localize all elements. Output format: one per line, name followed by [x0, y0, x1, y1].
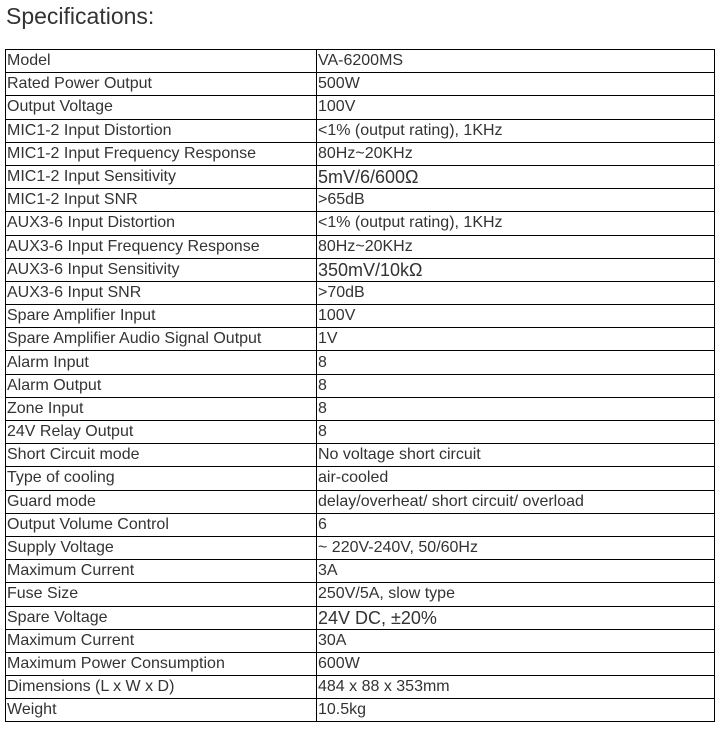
spec-label: AUX3-6 Input Distortion	[6, 212, 317, 235]
spec-label: Type of cooling	[6, 467, 317, 490]
specifications-table-body	[6, 50, 715, 722]
spec-row	[6, 629, 715, 652]
spec-row	[6, 397, 715, 420]
spec-label: AUX3-6 Input Frequency Response	[6, 235, 317, 258]
spec-label: Alarm Input	[6, 351, 317, 374]
spec-value: 80Hz~20KHz	[317, 142, 715, 165]
spec-row	[6, 142, 715, 165]
spec-row	[6, 676, 715, 699]
spec-value: 30A	[317, 629, 715, 652]
spec-row	[6, 444, 715, 467]
spec-row	[6, 351, 715, 374]
spec-label: MIC1-2 Input Distortion	[6, 119, 317, 142]
spec-value: 8	[317, 374, 715, 397]
spec-row	[6, 281, 715, 304]
spec-label: Spare Amplifier Audio Signal Output	[6, 328, 317, 351]
spec-value: 350mV/10kΩ	[317, 258, 715, 281]
spec-value: 3A	[317, 560, 715, 583]
spec-row	[6, 258, 715, 281]
spec-label: Maximum Current	[6, 560, 317, 583]
spec-label: 24V Relay Output	[6, 421, 317, 444]
spec-value: 484 x 88 x 353mm	[317, 676, 715, 699]
spec-label: Zone Input	[6, 397, 317, 420]
page-title: Specifications:	[6, 3, 155, 29]
spec-row	[6, 606, 715, 629]
spec-value: 600W	[317, 652, 715, 675]
spec-value: >70dB	[317, 281, 715, 304]
spec-label: Model	[6, 50, 317, 73]
spec-label: MIC1-2 Input SNR	[6, 189, 317, 212]
spec-value: No voltage short circuit	[317, 444, 715, 467]
spec-row	[6, 652, 715, 675]
spec-row	[6, 165, 715, 188]
spec-row	[6, 513, 715, 536]
spec-label: Short Circuit mode	[6, 444, 317, 467]
spec-value: 10.5kg	[317, 699, 715, 722]
spec-label: AUX3-6 Input SNR	[6, 281, 317, 304]
spec-row	[6, 374, 715, 397]
spec-value: <1% (output rating), 1KHz	[317, 212, 715, 235]
spec-label: Output Voltage	[6, 96, 317, 119]
spec-label: Maximum Power Consumption	[6, 652, 317, 675]
spec-row	[6, 583, 715, 606]
spec-value: 1V	[317, 328, 715, 351]
spec-value: 6	[317, 513, 715, 536]
spec-value: 100V	[317, 305, 715, 328]
spec-value: 250V/5A, slow type	[317, 583, 715, 606]
spec-value: ~ 220V-240V, 50/60Hz	[317, 536, 715, 559]
spec-value: 80Hz~20KHz	[317, 235, 715, 258]
spec-value: 8	[317, 351, 715, 374]
spec-row	[6, 699, 715, 722]
spec-row	[6, 328, 715, 351]
spec-value: air-cooled	[317, 467, 715, 490]
spec-row	[6, 96, 715, 119]
spec-row	[6, 467, 715, 490]
spec-label: Maximum Current	[6, 629, 317, 652]
spec-row	[6, 212, 715, 235]
spec-row	[6, 490, 715, 513]
spec-label: Output Volume Control	[6, 513, 317, 536]
spec-row	[6, 119, 715, 142]
spec-label: Supply Voltage	[6, 536, 317, 559]
spec-label: Spare Amplifier Input	[6, 305, 317, 328]
spec-label: Guard mode	[6, 490, 317, 513]
spec-row	[6, 189, 715, 212]
spec-label: Weight	[6, 699, 317, 722]
spec-label: Dimensions (L x W x D)	[6, 676, 317, 699]
spec-value: VA-6200MS	[317, 50, 715, 73]
spec-value: delay/overheat/ short circuit/ overload	[317, 490, 715, 513]
spec-value: 100V	[317, 96, 715, 119]
spec-row	[6, 560, 715, 583]
spec-value: 5mV/6/600Ω	[317, 165, 715, 188]
spec-row	[6, 421, 715, 444]
spec-label: MIC1-2 Input Frequency Response	[6, 142, 317, 165]
spec-label: Rated Power Output	[6, 73, 317, 96]
spec-label: Spare Voltage	[6, 606, 317, 629]
spec-row	[6, 305, 715, 328]
specifications-table	[5, 49, 715, 722]
spec-label: MIC1-2 Input Sensitivity	[6, 165, 317, 188]
spec-value: 24V DC, ±20%	[317, 606, 715, 629]
spec-row	[6, 73, 715, 96]
spec-value: >65dB	[317, 189, 715, 212]
spec-value: <1% (output rating), 1KHz	[317, 119, 715, 142]
spec-label: Alarm Output	[6, 374, 317, 397]
spec-row	[6, 235, 715, 258]
spec-row	[6, 50, 715, 73]
spec-value: 500W	[317, 73, 715, 96]
spec-label: AUX3-6 Input Sensitivity	[6, 258, 317, 281]
spec-value: 8	[317, 421, 715, 444]
spec-value: 8	[317, 397, 715, 420]
spec-row	[6, 536, 715, 559]
spec-label: Fuse Size	[6, 583, 317, 606]
